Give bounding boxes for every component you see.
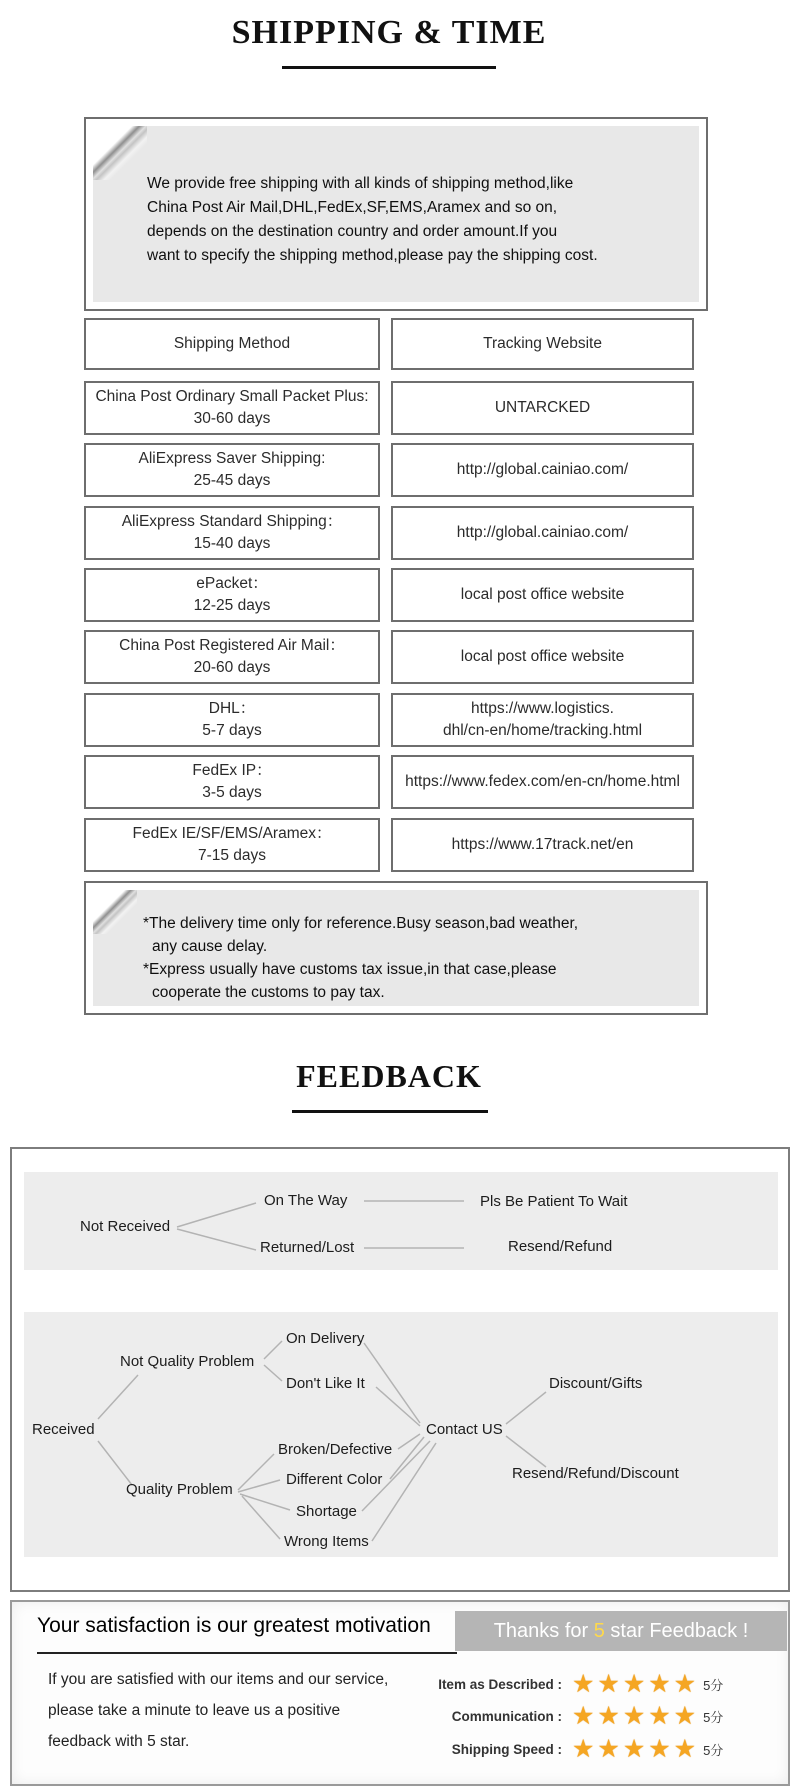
flow-node-dont-like-it: Don't Like It: [286, 1375, 365, 1392]
method-days: 25-45 days: [193, 472, 271, 489]
tracking-value: https://www.fedex.com/en-cn/home.html: [405, 773, 680, 790]
method-days: 20-60 days: [193, 659, 271, 676]
satisfaction-section: [10, 1600, 790, 1786]
flow-node-wrong-items: Wrong Items: [284, 1533, 369, 1550]
badge-text-prefix: Thanks for: [493, 1619, 594, 1642]
method-cell: [84, 818, 380, 872]
method-cell: [84, 443, 380, 497]
rating-label: Communication :: [451, 1708, 562, 1724]
method-days: 30-60 days: [193, 410, 271, 427]
flow-node-discount-gifts: Discount/Gifts: [549, 1375, 643, 1392]
flow-node-shortage: Shortage: [296, 1503, 357, 1520]
tracking-value: http://global.cainiao.com/: [456, 461, 629, 478]
note-line: cooperate the customs to pay tax.: [152, 984, 385, 1001]
rating-score: 5分: [703, 1742, 724, 1758]
page-curl-icon: [93, 890, 137, 934]
satisfaction-headline: Your satisfaction is our greatest motivation: [37, 1614, 431, 1637]
table-row: [84, 568, 694, 622]
intro-line: China Post Air Mail,DHL,FedEx,SF,EMS,Aramex and so on,: [147, 199, 558, 216]
badge-highlight-5: 5: [593, 1619, 605, 1642]
table-row: [84, 755, 694, 809]
header-label: Tracking Website: [483, 335, 602, 352]
flow-node-quality-problem: Quality Problem: [126, 1481, 233, 1498]
method-days: 15-40 days: [193, 535, 271, 552]
paragraph-line: If you are satisfied with our items and our service,: [48, 1671, 389, 1688]
shipping-title-underline: [282, 66, 496, 69]
method-cell: [84, 630, 380, 684]
tracking-value: https://www.17track.net/en: [451, 836, 634, 853]
shipping-notes-panel: [93, 890, 699, 1006]
rating-label: Shipping Speed :: [451, 1741, 562, 1757]
tracking-value: dhl/cn-en/home/tracking.html: [443, 722, 643, 739]
tracking-cell: [391, 630, 694, 684]
tracking-value: https://www.logistics.: [471, 700, 614, 717]
note-line: *Express usually have customs tax issue,in that case,please: [143, 961, 557, 978]
flow-node-contact-us: Contact US: [426, 1421, 503, 1438]
feedback-section-title: FEEDBACK: [296, 1058, 482, 1094]
header-tracking-website: [391, 318, 694, 370]
flow-node-pls-be-patient: Pls Be Patient To Wait: [480, 1193, 628, 1210]
rating-row-shipping-speed: [384, 1734, 784, 1764]
star-rating-icons: ★★★★★: [572, 1734, 700, 1763]
table-row: [84, 381, 694, 435]
feedback-title-underline: [292, 1110, 488, 1113]
method-days: 7-15 days: [197, 847, 267, 864]
rating-score: 5分: [703, 1677, 724, 1693]
method-days: 3-5 days: [202, 784, 262, 801]
five-star-badge: [455, 1611, 787, 1651]
satisfaction-paragraph: [48, 1664, 388, 1757]
method-cell: [84, 755, 380, 809]
flow-node-resend-refund-discount: Resend/Refund/Discount: [512, 1465, 679, 1482]
intro-line: We provide free shipping with all kinds of shipping method,like: [147, 175, 574, 192]
method-name: AliExpress Saver Shipping:: [138, 450, 326, 467]
shipping-notes-text: [143, 912, 578, 1004]
tracking-cell: [391, 818, 694, 872]
star-rating-icons: ★★★★★: [572, 1701, 700, 1730]
table-row: [84, 630, 694, 684]
note-line: any cause delay.: [152, 938, 268, 955]
page-curl-icon: [93, 126, 147, 180]
table-row: [84, 693, 694, 747]
shipping-notes-box: [84, 881, 708, 1015]
intro-line: want to specify the shipping method,please pay the shipping cost.: [147, 247, 598, 264]
flow-node-not-received: Not Received: [80, 1218, 171, 1235]
rating-row-communication: [384, 1701, 784, 1731]
flow-node-resend-refund: Resend/Refund: [508, 1238, 613, 1255]
header-label: Shipping Method: [173, 335, 291, 352]
header-shipping-method: [84, 318, 380, 370]
flow-node-broken-defective: Broken/Defective: [278, 1441, 393, 1458]
flow-node-returned-lost: Returned/Lost: [260, 1239, 355, 1256]
method-cell: [84, 693, 380, 747]
tracking-value: UNTARCKED: [494, 399, 591, 416]
shipping-intro-box: [84, 117, 708, 311]
shipping-intro-panel: [93, 126, 699, 302]
rating-label: Item as Described :: [438, 1676, 562, 1692]
shipping-intro-text: [147, 172, 598, 268]
flow-node-different-color: Different Color: [286, 1471, 383, 1488]
method-cell: [84, 381, 380, 435]
table-header-row: [84, 318, 694, 370]
flow-node-on-the-way: On The Way: [264, 1192, 348, 1209]
method-name: China Post Registered Air Mail：: [119, 637, 345, 654]
flow-node-on-delivery: On Delivery: [286, 1330, 365, 1347]
rating-row-item-as-described: [384, 1669, 784, 1699]
tracking-cell: [391, 381, 694, 435]
method-name: ePacket：: [196, 575, 268, 592]
flowchart-connector-lines: [12, 1149, 792, 1594]
note-line: *The delivery time only for reference.Busy season,bad weather,: [143, 915, 579, 932]
method-cell: [84, 568, 380, 622]
flow-node-received: Received: [32, 1421, 95, 1438]
tracking-value: local post office website: [460, 648, 625, 665]
tracking-cell: [391, 443, 694, 497]
method-days: 12-25 days: [193, 597, 271, 614]
method-name: China Post Ordinary Small Packet Plus:: [95, 388, 369, 405]
feedback-flowchart: [10, 1147, 790, 1592]
tracking-value: http://global.cainiao.com/: [456, 524, 629, 541]
method-cell: [84, 506, 380, 560]
method-name: FedEx IE/SF/EMS/Aramex：: [132, 825, 332, 842]
table-row: [84, 818, 694, 872]
table-row: [84, 443, 694, 497]
method-days: 5-7 days: [202, 722, 262, 739]
headline-underline: [37, 1652, 457, 1654]
method-name: DHL：: [208, 700, 256, 717]
shipping-section-title: SHIPPING & TIME: [231, 14, 547, 51]
badge-text-suffix: star Feedback !: [604, 1619, 749, 1642]
tracking-cell: [391, 506, 694, 560]
paragraph-line: please take a minute to leave us a positive: [48, 1702, 341, 1719]
rating-score: 5分: [703, 1709, 724, 1725]
flow-node-not-quality-problem: Not Quality Problem: [120, 1353, 255, 1370]
intro-line: depends on the destination country and order amount.If you: [147, 223, 558, 240]
tracking-cell: [391, 693, 694, 747]
tracking-value: local post office website: [460, 586, 625, 603]
method-name: AliExpress Standard Shipping：: [121, 513, 343, 530]
tracking-cell: [391, 755, 694, 809]
table-row: [84, 506, 694, 560]
star-rating-icons: ★★★★★: [572, 1669, 700, 1698]
tracking-cell: [391, 568, 694, 622]
paragraph-line: feedback with 5 star.: [48, 1733, 190, 1750]
method-name: FedEx IP：: [192, 762, 272, 779]
